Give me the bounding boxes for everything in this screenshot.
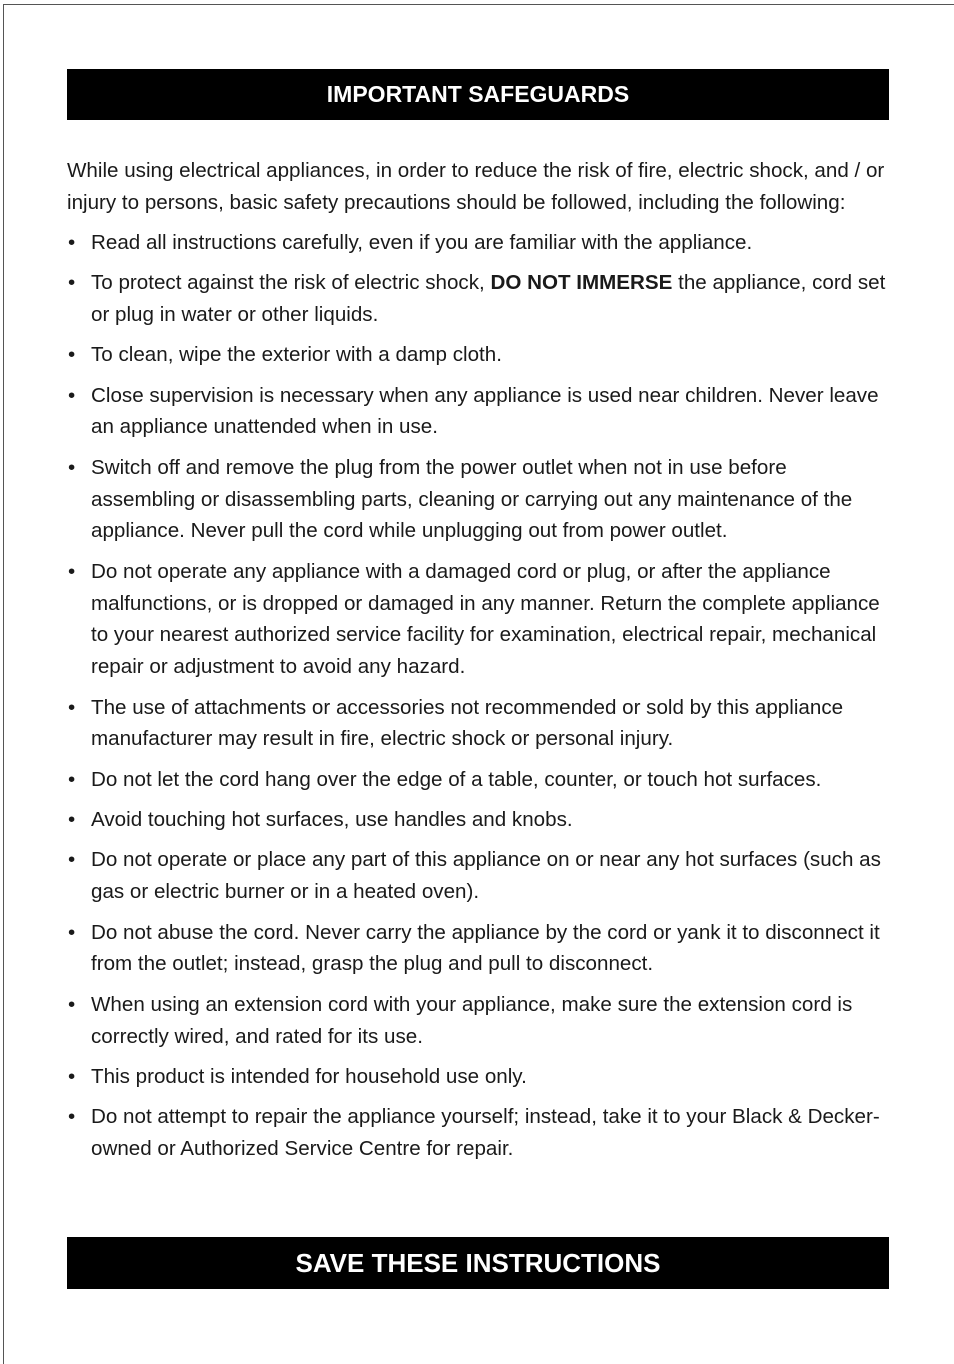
list-item	[67, 339, 889, 371]
bullet-icon: •	[68, 230, 76, 254]
list-item-text: Do not attempt to repair the appliance yourself; instead, take it to your Black & Decker-owned or Authorized Service Centre for repair.	[91, 1105, 880, 1161]
list-item-text: Avoid touching hot surfaces, use handles and knobs.	[91, 808, 573, 832]
list-item-text: This product is intended for household use only.	[91, 1065, 527, 1089]
list-item	[67, 804, 889, 836]
list-item	[67, 692, 889, 756]
list-item	[67, 764, 889, 796]
list-item-text: Do not abuse the cord. Never carry the appliance by the cord or yank it to disconnect it from the outlet; instead, grasp the plug and pull to disconnect.	[91, 920, 880, 976]
list-item-text-after: the appliance, cord set or plug in water or other liquids.	[91, 270, 886, 326]
safeguards-list	[67, 227, 889, 1165]
bullet-icon: •	[68, 808, 76, 832]
safeguards-content	[67, 155, 889, 1174]
bullet-icon: •	[68, 455, 76, 479]
list-item	[67, 844, 889, 908]
save-instructions-banner	[67, 1237, 889, 1289]
list-item	[67, 989, 889, 1053]
bullet-icon: •	[68, 343, 76, 367]
safeguards-heading: IMPORTANT SAFEGUARDS	[326, 81, 630, 107]
list-item-text: The use of attachments or accessories not recommended or sold by this appliance manufacturer may result in fire, electric shock or personal injury.	[91, 695, 844, 751]
bullet-icon: •	[68, 920, 76, 944]
list-item	[67, 452, 889, 547]
list-item-text: Read all instructions carefully, even if you are familiar with the appliance.	[91, 230, 753, 254]
bullet-icon: •	[68, 848, 76, 872]
bullet-icon: •	[68, 1105, 76, 1129]
list-item	[67, 556, 889, 683]
bullet-icon: •	[68, 383, 76, 407]
list-item-text: Do not operate any appliance with a damaged cord or plug, or after the appliance malfunctions, or is dropped or damaged in any manner. Return the complete appliance to your nearest authorized service facility for examination, electrical repair, mechanical repair or adjustment to avoid any hazard.	[91, 559, 880, 679]
list-item-text: When using an extension cord with your appliance, make sure the extension cord is correctly wired, and rated for its use.	[91, 992, 853, 1048]
bullet-icon: •	[68, 695, 76, 719]
bullet-icon: •	[68, 767, 76, 791]
bullet-icon: •	[68, 992, 76, 1016]
bullet-icon: •	[68, 559, 76, 583]
list-item-text-before: To protect against the risk of electric shock,	[91, 270, 491, 294]
list-item-text: To clean, wipe the exterior with a damp cloth.	[91, 343, 502, 367]
list-item	[67, 917, 889, 981]
list-item	[67, 227, 889, 259]
safeguards-heading-banner	[67, 69, 889, 120]
bullet-icon: •	[68, 1065, 76, 1089]
intro-paragraph: While using electrical appliances, in order to reduce the risk of fire, electric shock, and / or injury to persons, basic safety precautions should be followed, including the following:	[67, 159, 885, 214]
list-item-text: Do not let the cord hang over the edge of a table, counter, or touch hot surfaces.	[91, 767, 822, 791]
list-item	[67, 1061, 889, 1093]
bullet-icon: •	[68, 270, 76, 294]
do-not-immerse-warning: DO NOT IMMERSE	[490, 270, 673, 294]
list-item	[67, 380, 889, 444]
list-item-text: Switch off and remove the plug from the power outlet when not in use before assembling or disassembling parts, cleaning or carrying out any maintenance of the appliance. Never pull the cord while unplugging out from power outlet.	[91, 455, 853, 543]
list-item	[67, 267, 889, 331]
list-item	[67, 1101, 889, 1165]
list-item-text: Do not operate or place any part of this appliance on or near any hot surfaces (such as gas or electric burner or in a heated oven).	[91, 848, 881, 904]
save-instructions-heading: SAVE THESE INSTRUCTIONS	[295, 1248, 661, 1278]
list-item-text: Close supervision is necessary when any appliance is used near children. Never leave an appliance unattended when in use.	[91, 383, 879, 439]
